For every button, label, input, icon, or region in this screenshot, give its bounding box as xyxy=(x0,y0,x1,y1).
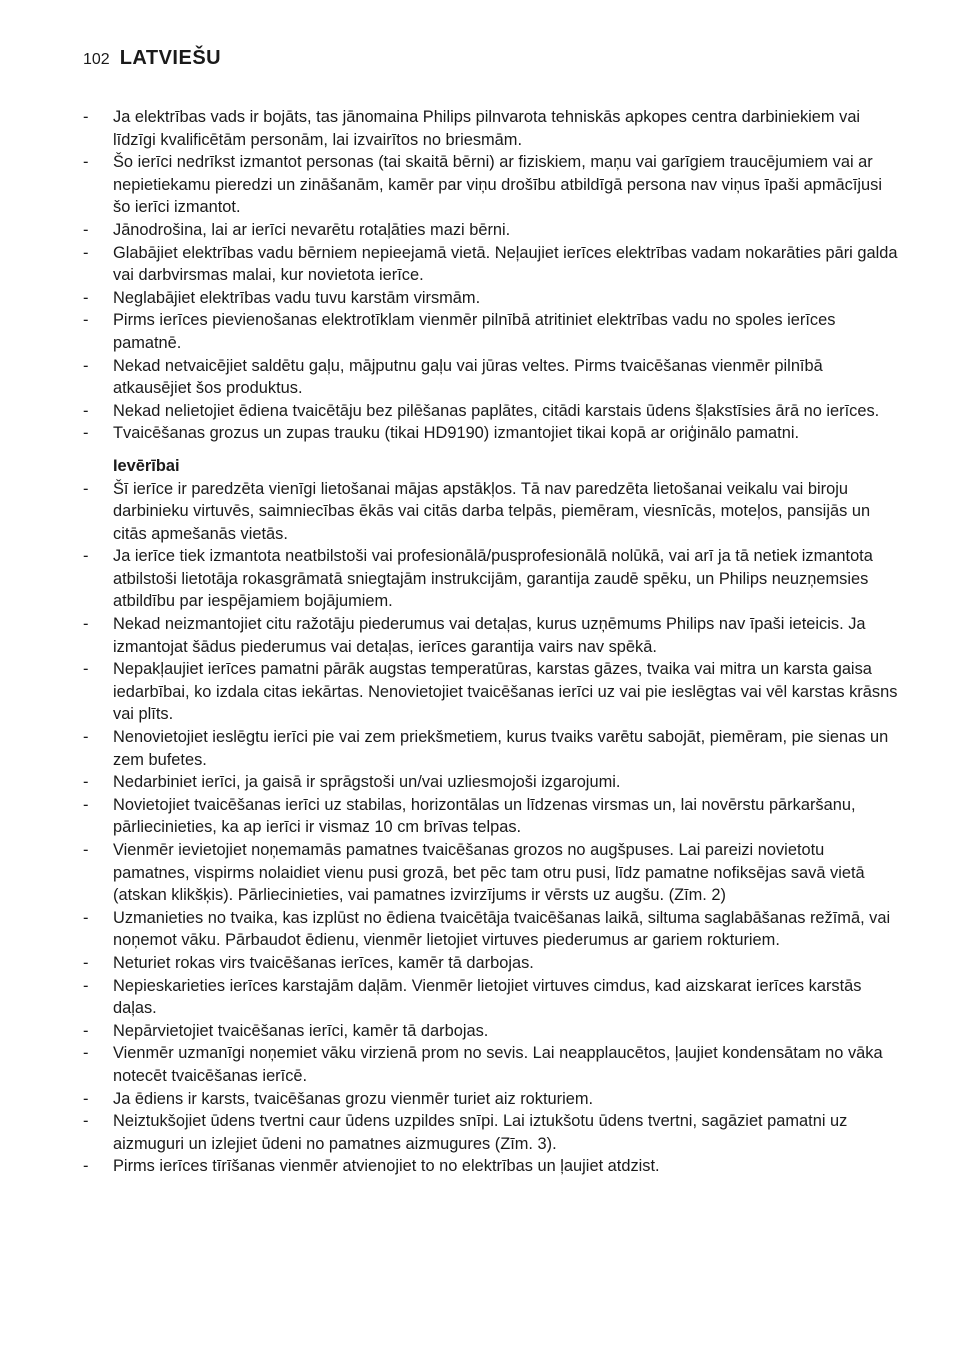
page-number: 102 xyxy=(83,51,110,68)
list-item xyxy=(83,658,903,726)
document-body xyxy=(83,106,903,1178)
list-item-text: Nekad nelietojiet ēdiena tvaicētāju bez pilēšanas paplātes, citādi karstais ūdens šļakstīsies ārā no ierīces. xyxy=(113,401,880,420)
list-item xyxy=(83,1155,903,1178)
bullet-dash: - xyxy=(83,1021,89,1040)
bullet-dash: - xyxy=(83,1112,89,1131)
list-item xyxy=(83,219,903,242)
list-item-text: Ja ēdiens ir karsts, tvaicēšanas grozu vienmēr turiet aiz rokturiem. xyxy=(113,1089,594,1108)
list-item-text: Vienmēr uzmanīgi noņemiet vāku virzienā prom no sevis. Lai neapplaucētos, ļaujiet kondensātam no vāka notecēt tvaicēšanas ierīcē. xyxy=(113,1044,883,1085)
list-item-text: Nepārvietojiet tvaicēšanas ierīci, kamēr tā darbojas. xyxy=(113,1021,489,1040)
list-item xyxy=(83,771,903,794)
bullet-dash: - xyxy=(83,795,89,814)
list-item xyxy=(83,545,903,613)
list-item xyxy=(83,400,903,423)
list-item xyxy=(83,1042,903,1087)
bullet-dash: - xyxy=(83,311,89,330)
list-item-text: Ja ierīce tiek izmantota neatbilstoši vai profesionālā/pusprofesionālā nolūkā, vai arī ja tā netiek izmantota atbilstoši lietotāja rokasgrāmatā sniegtajām instrukcijām, garantija zaudē spēku, un Philips neuzņemsies atbildību par iespējamiem bojājumiem. xyxy=(113,547,873,611)
bullet-dash: - xyxy=(83,288,89,307)
list-item xyxy=(83,952,903,975)
list-item xyxy=(83,106,903,151)
bullet-dash: - xyxy=(83,108,89,126)
list-item-text: Nepieskarieties ierīces karstajām daļām. Vienmēr lietojiet virtuves cimdus, kad aizskarat ierīces karstās daļas. xyxy=(113,976,862,1018)
safety-list xyxy=(83,106,903,445)
list-item xyxy=(83,1020,903,1043)
list-item-text: Nedarbiniet ierīci, ja gaisā ir sprāgstoši un/vai uzliesmojoši izgarojumi. xyxy=(113,773,621,792)
list-item-text: Vienmēr ievietojiet noņemamās pamatnes tvaicēšanas grozos no augšpuses. Lai pareizi novietotu pamatnes, vispirms nolaidiet vienu pusi grozā, bet pēc tam otru pusi, līdz pamatne nofiksējas savā vietā (atskan klikšķis). Pārliecinieties, vai pamatnes izvirzījums ir vērsts uz augšu. (Zīm. 2) xyxy=(113,841,865,905)
list-item-text: Šī ierīce ir paredzēta vienīgi lietošanai mājas apstākļos. Tā nav paredzēta lietošanai veikalu vai biroju darbinieku virtuvēs, saimniecības ēkās vai citās darba telpās, piemēram, viesnīcās, moteļos, pansijās un citās apmešanās vietās. xyxy=(113,479,871,543)
list-item-text: Glabājiet elektrības vadu bērniem nepieejamā vietā. Neļaujiet ierīces elektrības vadam nokarāties pāri galda vai darbvirsmas malai, kur novietota ierīce. xyxy=(113,243,898,285)
caution-list xyxy=(83,478,903,1178)
bullet-dash: - xyxy=(83,773,89,792)
list-item xyxy=(83,151,903,219)
bullet-dash: - xyxy=(83,660,89,679)
list-item-text: Neiztukšojiet ūdens tvertni caur ūdens uzpildes snīpi. Lai iztukšotu ūdens tvertni, sagāziet pamatni uz aizmuguri un izlejiet ūdeni no pamatnes aizmugures (Zīm. 3). xyxy=(113,1112,848,1153)
bullet-dash: - xyxy=(83,728,89,747)
page-header xyxy=(83,47,221,70)
list-item xyxy=(83,478,903,546)
list-item-text: Neglabājiet elektrības vadu tuvu karstām virsmām. xyxy=(113,288,481,307)
section-title-caution: Ievērībai xyxy=(113,456,180,475)
list-item-text: Tvaicēšanas grozus un zupas trauku (tikai HD9190) izmantojiet tikai kopā ar oriģinālo pamatni. xyxy=(113,424,800,443)
bullet-dash: - xyxy=(83,841,89,859)
bullet-dash: - xyxy=(83,908,89,927)
list-item-text: Nekad neizmantojiet citu ražotāju piederumus vai detaļas, kurus uzņēmums Philips nav īpaši ieteicis. Ja izmantojat šādus piederumus vai detaļas, ierīces garantija vairs nav spēkā. xyxy=(113,615,866,656)
bullet-dash: - xyxy=(83,976,89,995)
list-item xyxy=(83,907,903,952)
list-item xyxy=(83,794,903,839)
list-item xyxy=(83,975,903,1020)
bullet-dash: - xyxy=(83,953,89,972)
bullet-dash: - xyxy=(83,1157,89,1176)
list-item-text: Nepakļaujiet ierīces pamatni pārāk augstas temperatūras, karstas gāzes, tvaika vai mitra un karsta gaisa iedarbībai, ko izdala citas iekārtas. Nenovietojiet tvaicēšanas ierīci uz vai pie ieslēgtas vai vēl karstas krāsns vai plīts. xyxy=(113,660,898,724)
list-item xyxy=(83,309,903,354)
list-item-text: Nekad netvaicējiet saldētu gaļu, mājputnu gaļu vai jūras veltes. Pirms tvaicēšanas vienmēr pilnībā atkausējiet šos produktus. xyxy=(113,356,823,398)
list-item-text: Šo ierīci nedrīkst izmantot personas (tai skaitā bērni) ar fiziskiem, maņu vai garīgiem traucējumiem vai ar nepietiekamu pieredzi un zināšanām, kamēr par viņu drošību atbildīgā persona nav viņus īpaši apmācījusi šo ierīci izmantot. xyxy=(113,153,882,217)
list-item xyxy=(83,613,903,658)
list-item-text: Novietojiet tvaicēšanas ierīci uz stabilas, horizontālas un līdzenas virsmas un, lai novērstu pārkaršanu, pārliecinieties, ka ap ierīci ir vismaz 10 cm brīvas telpas. xyxy=(113,795,856,837)
list-item-text: Jānodrošina, lai ar ierīci nevarētu rotaļāties mazi bērni. xyxy=(113,220,511,239)
list-item xyxy=(83,726,903,771)
bullet-dash: - xyxy=(83,401,89,420)
bullet-dash: - xyxy=(83,356,89,375)
bullet-dash: - xyxy=(83,153,89,172)
list-item-text: Nenovietojiet ieslēgtu ierīci pie vai zem priekšmetiem, kurus tvaiks varētu sabojāt, piemēram, pie sienas un zem bufetes. xyxy=(113,728,889,769)
list-item xyxy=(83,287,903,310)
bullet-dash: - xyxy=(83,479,89,498)
bullet-dash: - xyxy=(83,547,89,566)
list-item xyxy=(83,839,903,907)
list-item xyxy=(83,422,903,445)
list-item-text: Neturiet rokas virs tvaicēšanas ierīces, kamēr tā darbojas. xyxy=(113,953,534,972)
bullet-dash: - xyxy=(83,220,89,239)
list-item-text: Pirms ierīces tīrīšanas vienmēr atvienojiet to no elektrības un ļaujiet atdzist. xyxy=(113,1157,660,1176)
list-item-text: Pirms ierīces pievienošanas elektrotīklam vienmēr pilnībā atritiniet elektrības vadu no spoles ierīces pamatnē. xyxy=(113,311,836,352)
list-item-text: Uzmanieties no tvaika, kas izplūst no ēdiena tvaicētāja tvaicēšanas laikā, siltuma saglabāšanas režīmā, vai noņemot vāku. Pārbaudot ēdienu, vienmēr lietojiet virtuves piederumus ar gariem rokturiem. xyxy=(113,908,891,950)
list-item xyxy=(83,1110,903,1155)
bullet-dash: - xyxy=(83,243,89,262)
bullet-dash: - xyxy=(83,615,89,634)
list-item xyxy=(83,355,903,400)
bullet-dash: - xyxy=(83,424,89,443)
list-item-text: Ja elektrības vads ir bojāts, tas jānomaina Philips pilnvarota tehniskās apkopes centra darbiniekiem vai līdzīgi kvalificētām personām, lai izvairītos no briesmām. xyxy=(113,108,861,149)
list-item xyxy=(83,1088,903,1111)
language-heading: LATVIEŠU xyxy=(119,47,222,69)
list-item xyxy=(83,242,903,287)
bullet-dash: - xyxy=(83,1089,89,1108)
bullet-dash: - xyxy=(83,1044,89,1063)
